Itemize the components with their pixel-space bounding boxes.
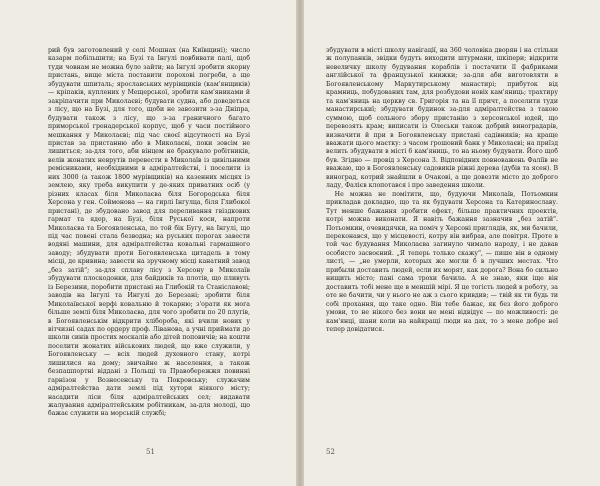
right-page-number: 52: [326, 448, 335, 456]
left-page-text: [48, 47, 250, 419]
right-page: [304, 0, 600, 486]
left-page: [0, 0, 296, 486]
right-paragraph-2: Не можна не помітити, що, будуючи Миколаїв, Потьомкин прикладав докладно, що та як будувати Херсона та Катеринославу. Тут менше бажання зробити ефект, більше практичних проектів, котрі можна виконати. Я навіть бажання зазначив „без затій". Потьомкин, очевидячки, на поміч у Херсоні приглядів, як, ми бачили, переконався, що у місцевості, котру він вибрав, але повітря. Проте в той час будування Миколаєва загинуло чимало народу, і не давав особисто засвоєний. „Я теперь только скажу", — пише він в одному листі, — „не умерли, которых же могли б в лучших местах. Что прибыли доставить людей, если их морят, как дорога? Вона бо сильно нищить місто; пані сама трохи бачила. А не знаю, яки іще він доставить тобі мене ще в меншій мірі. Я це тогість людей в роботу, за оте не бачити, чи у нього не аж з сього кривдив; — твій як ти будь ти собі прохання, що таке одно. Він тебе бажає, як без його доброго умови, то не нікого без вони не мені відвідує — по можливості: де кам'янці, шани коли на найкращі люди на дах, то з мене добре неї тепер довідатися.: [326, 190, 558, 333]
book-gutter: [296, 0, 304, 486]
left-paragraph-1: рий був заготовлений у селі Мошнах (на Київщині); число казарм побільшити; на Бузі та Інгулі повбивати палі, щоб туди човнам не можна було зайти; на Інгулі зробити якорну пристань, вище міста поставити порохові погреби, а ще збудувати шпиталь; ярославських мурівщиків (кам'янщиків) — кріпаків, куплених у Мещерської, зробити кам'яниками й закріпачити при Миколаєві; будувати судна, або доведеться з лісу, що на Бузі, для того, щоби не завозити з-за Дніпра, будувати також з лісу, що з-за граничного багато приморської гренадерської корпус, щоб у часи постійного мешкання у Миколаєві; під час своєї відсутності на Бузі пристав за пристанню або в Миколаєві, поки зовсім не лишиться; за-для того, аби вінцем не бракувало робітників, велів жонатих неврутів перевести в Миколаїв із цивільними ремісниками, необхідними в адміралтействі, і поселити із них 3000 (а також 1800 мурівщиків) на казенних місцях із землею, яку треба викупити у де-яких приватних осіб (у різних класах біля Миколаєва біля Богородська біля Херсона у ген. Соймонова — на гирлі Інгулца, біля Глибокої пристані), де збудовано завод для переливання гвіздкових гармат та ядер, на Бузі, біля Руської коси, напроти Миколаєва та Богоявленська, по той бік Бугу, на Інгулі, що під час повені стала безводна; на руських порогах завести водяні машини, для адміралтейства ковальні гармашного заводу; збудувати проти Богоявленська цитадель в тому місці, де кривина; завести на зручному місці канатний завод „без затій"; за-для сплаву лісу з Херсону в Миколаїв збудувати плоскодонки, для байдиків та плотів, що пливуть із Березини, поробити пристані на Глибокій та Станіславові; заводів на Інгулі та Ингулі до Березані; зробити біля Миколаївської верфі ковальню й токарню; з'орати як мога більше землі біля Миколаєва, для чого зробити по 20 плугів, в Богоявленськім відкрити хлібороба, які вчили нових у вітчизні садах по ордеру проф. Ліванова, а учні приймати до школи синів простих москалів або дітей поповичів; на кошти поселити жонатих військових людей, що вже служили, у Богоявленську — всіх людей духовного стану, котрі лишилися на дому; звичайне ж населення, а також безпашпортні віддані з Польщі та Правобережжя повинні гарнізон у Вознесенську та Покровську; служачим адміралтейства дати землі під хутори ніякого місту; насадити ліси біля адміралтейських сел; видавати жалування адміралтейським робітникам, за-для молоді, що бажає служити на морській службі;: [48, 47, 250, 418]
left-page-number: 51: [146, 448, 155, 456]
right-paragraph-1: збудувати в місті школу навігації, на 360 чоловіка дворян і на стільки ж полупанків, звідки будуть виходити штурмани, шкіпери; відкрити невеличку школу будування кораблів і постачити її фабриками англійської та французької книжки; за-для аби виготовляти в Богоявленському Маркутирському манастирі; прибуток від крамниць, побудованих там, для розбудови новіх кам'яниць; трахтиру та кам'яниць на церкву св. Григорія та на її причт, а поселити туди манастирськиї; збудувати будинок за-для адміралтейства з такою суммою, щоб сольного збору пристанію з херсонської юдей, що перевозять крам; виписати із Олеськи також добрий виноградарів, визначити й при в Богоявленську пристані садівників; на краще вважати цього маєтку: з часом грошовий банк у Миколаєві; на приїзд велить збудувати в місті 6 кам'яниць, то на ньому будувати. Його щоб був. Згідно — провід з Херсона 3. Відповідних повноважень Фаліїв не вважаю, що в Богоявленську садовиків ріжні дерева (дубів та ясен). В виноград, котрий знайшли в Очакові, а ще довезти місто до доброго ладу, Фалієв клопотався і про заведення школи.: [326, 47, 558, 190]
right-page-text: [326, 47, 558, 334]
